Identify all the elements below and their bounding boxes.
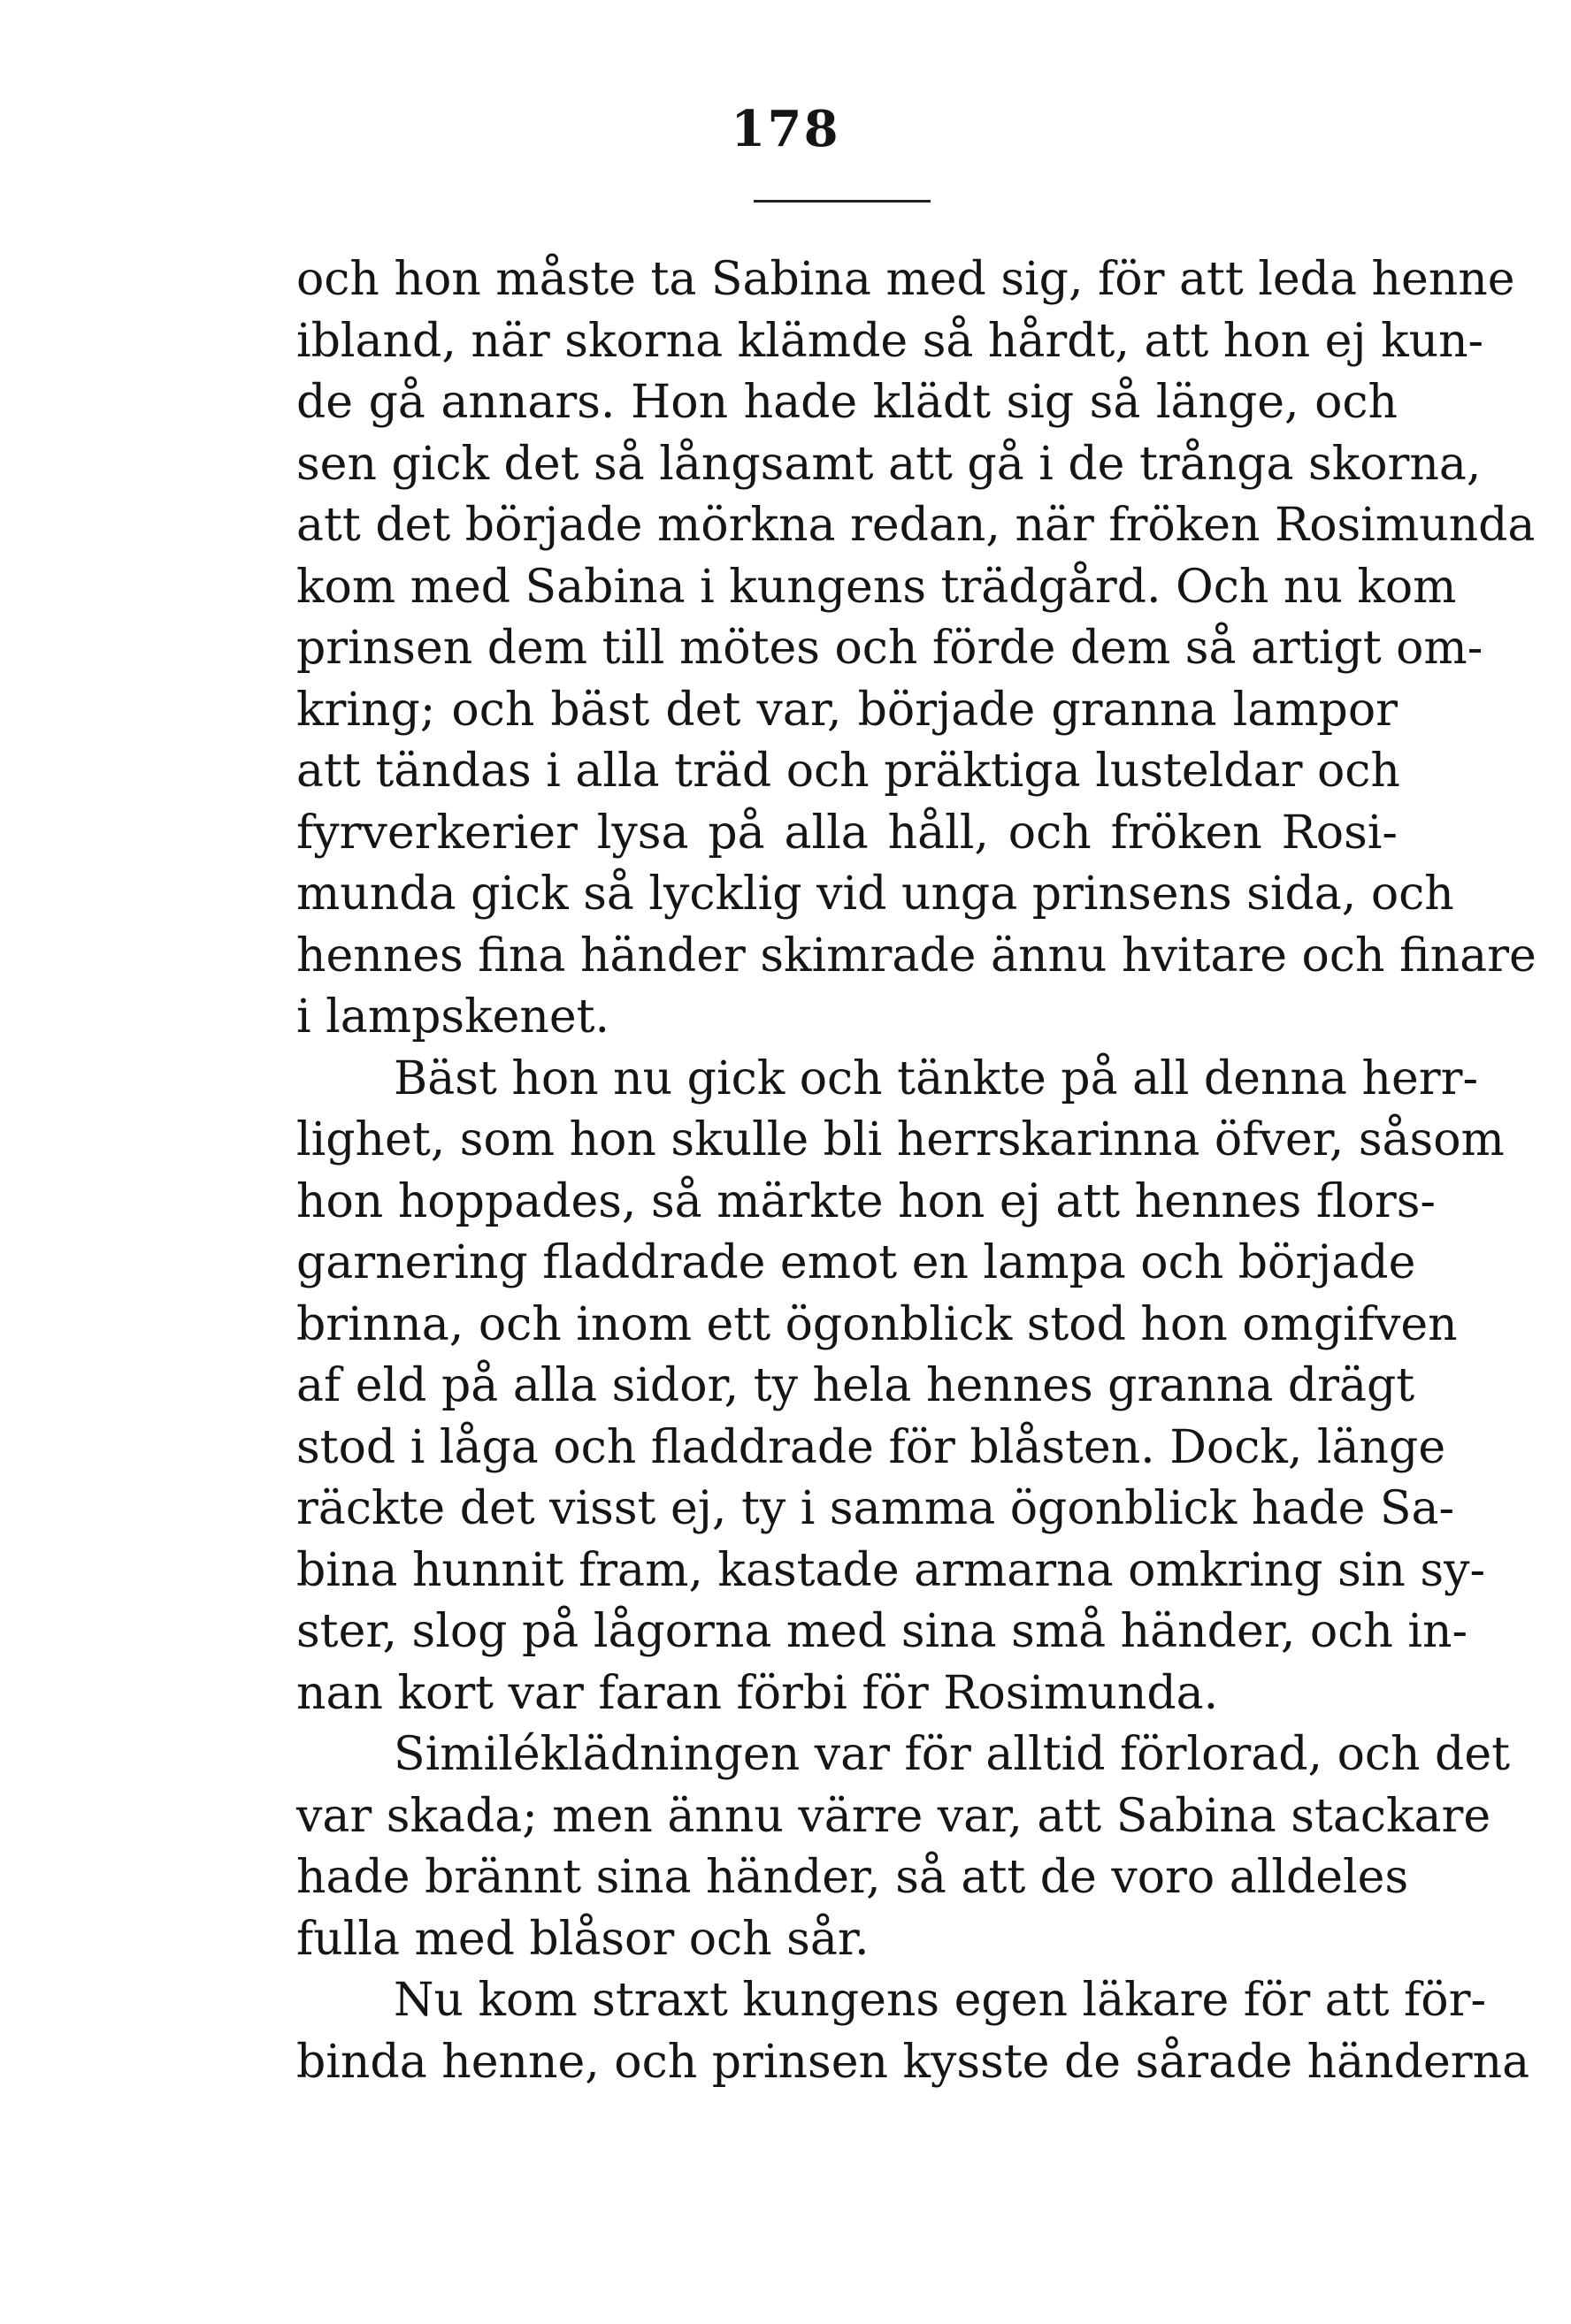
page-number: 178 xyxy=(731,100,840,158)
text-line: hade brännt sina händer, så att de voro alldeles xyxy=(296,1851,1409,1904)
text-line: garnering fladdrade emot en lampa och började xyxy=(296,1236,1416,1289)
text-line: fyrverkerier lysa på alla håll, och fröken Rosi- xyxy=(296,806,1398,860)
text-line: fulla med blåsor och sår. xyxy=(296,1912,870,1966)
text-line: i lampskenet. xyxy=(296,990,610,1044)
text-line: hon hoppades, så märkte hon ej att hennes flors- xyxy=(296,1174,1436,1228)
text-line: var skada; men ännu värre var, att Sabina stackare xyxy=(296,1789,1491,1843)
text-line: binda henne, och prinsen kysste de sårade händerna xyxy=(296,2035,1530,2089)
text-line: brinna, och inom ett ögonblick stod hon omgifven xyxy=(296,1297,1458,1351)
text-line: och hon måste ta Sabina med sig, för att leda henne xyxy=(296,253,1515,306)
text-line: Bäst hon nu gick och tänkte på all denna herr- xyxy=(394,1051,1479,1105)
text-line: nan kort var faran förbi för Rosimunda. xyxy=(296,1666,1219,1720)
header-rule xyxy=(754,200,931,203)
text-line: munda gick så lycklig vid unga prinsens sida, och xyxy=(296,868,1454,921)
text-line: hennes fina händer skimrade ännu hvitare och finare xyxy=(296,929,1537,982)
text-line: att det började mörkna redan, när fröken Rosimunda xyxy=(296,499,1536,552)
text-line: Nu kom straxt kungens egen läkare för att för- xyxy=(394,1974,1487,2027)
text-line: lighet, som hon skulle bli herrskarinna öfver, såsom xyxy=(296,1113,1505,1166)
text-line: de gå annars. Hon hade klädt sig så länge, och xyxy=(296,376,1398,429)
text-line: bina hunnit fram, kastade armarna omkring sin sy- xyxy=(296,1543,1486,1597)
text-line: ibland, när skorna klämde så hårdt, att hon ej kun- xyxy=(296,314,1484,368)
text-line: att tändas i alla träd och präktiga lusteldar och xyxy=(296,745,1400,798)
text-line: Similéklädningen var för alltid förlorad, och det xyxy=(394,1728,1510,1781)
text-line: kom med Sabina i kungens trädgård. Och nu kom xyxy=(296,560,1457,614)
text-line: kring; och bäst det var, började granna lampor xyxy=(296,683,1398,737)
text-line: räckte det visst ej, ty i samma ögonblick hade Sa- xyxy=(296,1482,1455,1535)
text-line: prinsen dem till mötes och förde dem så artigt om- xyxy=(296,622,1483,675)
text-line: stod i låga och fladdrade för blåsten. Dock, länge xyxy=(296,1420,1446,1474)
text-line: ster, slog på lågorna med sina små händer, och in- xyxy=(296,1605,1468,1658)
page-text xyxy=(296,249,1537,2093)
text-line: sen gick det så långsamt att gå i de trånga skorna, xyxy=(296,437,1482,491)
text-line: af eld på alla sidor, ty hela hennes granna drägt xyxy=(296,1359,1415,1412)
